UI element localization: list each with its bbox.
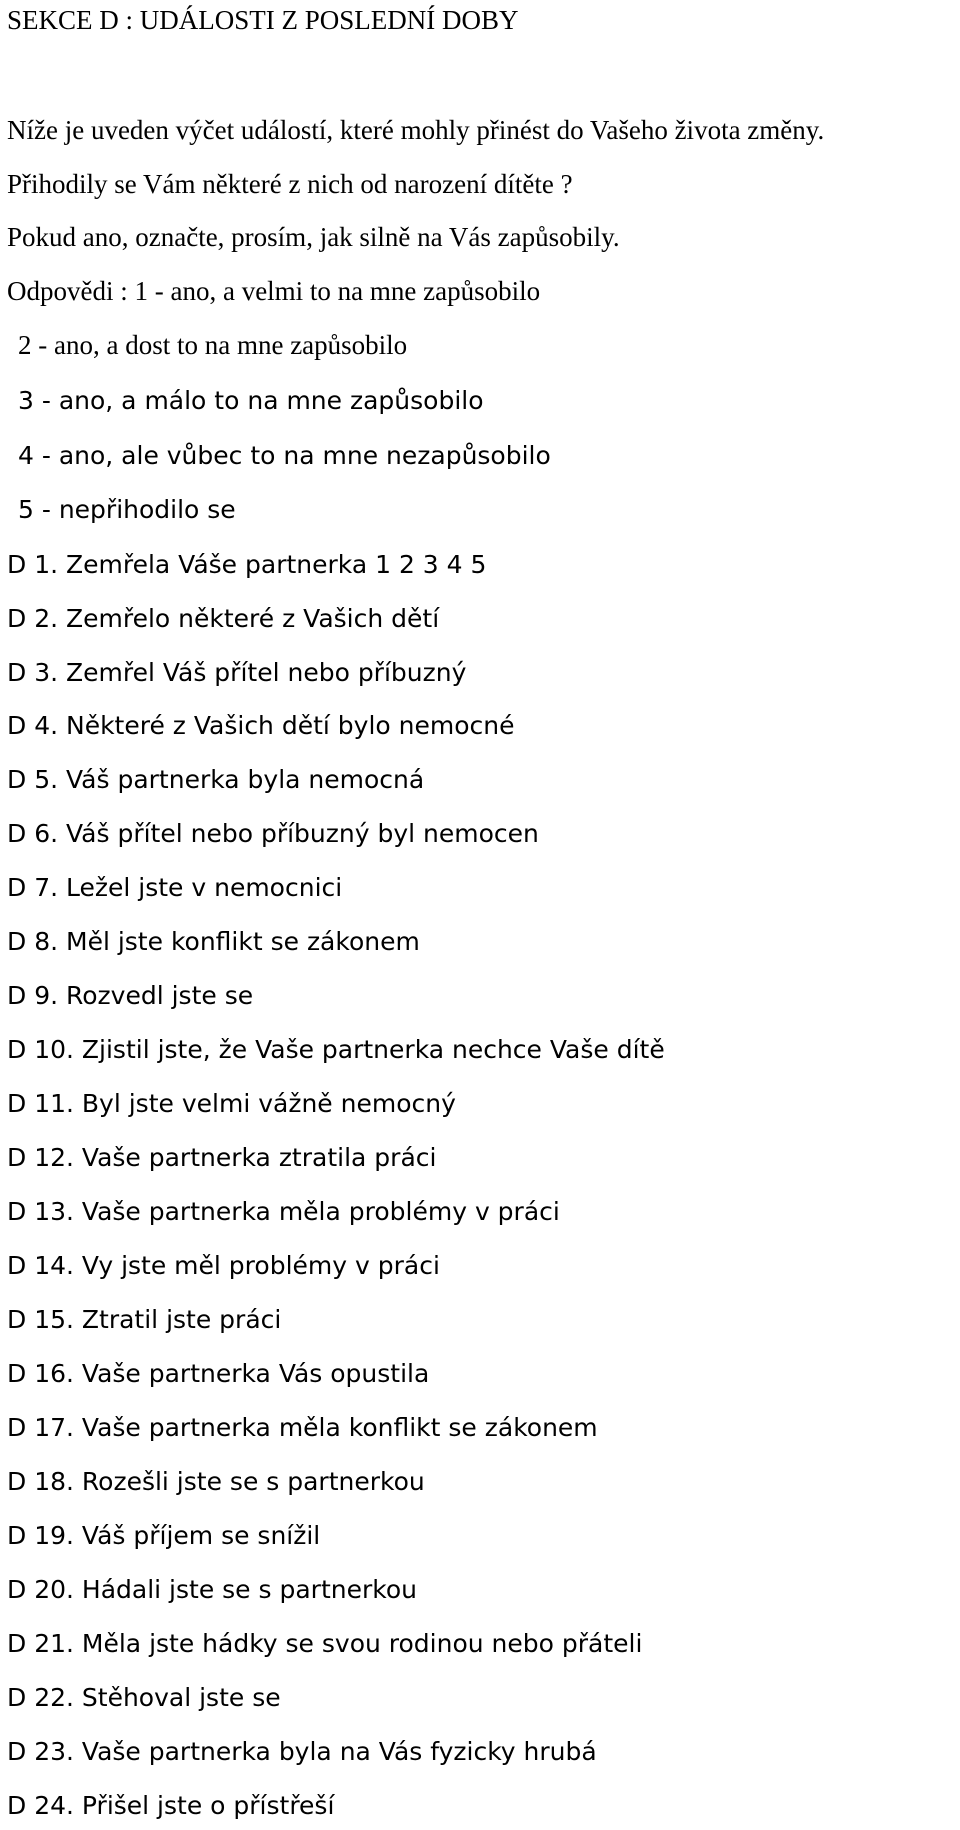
question-item: D 22. Stěhoval jste se <box>7 1683 281 1712</box>
question-item: D 11. Byl jste velmi vážně nemocný <box>7 1089 456 1118</box>
question-item: D 9. Rozvedl jste se <box>7 981 254 1010</box>
question-item: D 1. Zemřela Váše partnerka 1 2 3 4 5 <box>7 550 487 579</box>
question-item: D 3. Zemřel Váš přítel nebo příbuzný <box>7 658 467 687</box>
question-item: D 12. Vaše partnerka ztratila práci <box>7 1143 437 1172</box>
answer-scale-label: Odpovědi : 1 - ano, a velmi to na mne zapůsobilo <box>7 276 541 306</box>
question-item: D 7. Ležel jste v nemocnici <box>7 873 343 902</box>
intro-line-1: Níže je uveden výčet událostí, které mohly přinést do Vašeho života změny. <box>7 115 825 145</box>
answer-option-4: 4 - ano, ale vůbec to na mne nezapůsobilo <box>18 441 551 470</box>
question-item: D 4. Některé z Vašich dětí bylo nemocné <box>7 711 515 740</box>
intro-line-2: Přihodily se Vám některé z nich od narození dítěte ? <box>7 169 573 199</box>
answer-option-2: 2 - ano, a dost to na mne zapůsobilo <box>18 330 408 360</box>
question-item: D 24. Přišel jste o přístřeší <box>7 1791 335 1820</box>
question-item: D 6. Váš přítel nebo příbuzný byl nemocen <box>7 819 539 848</box>
answer-option-3: 3 - ano, a málo to na mne zapůsobilo <box>18 386 484 415</box>
question-item: D 16. Vaše partnerka Vás opustila <box>7 1359 430 1388</box>
question-item: D 13. Vaše partnerka měla problémy v práci <box>7 1197 560 1226</box>
question-item: D 2. Zemřelo některé z Vašich dětí <box>7 604 440 633</box>
question-item: D 10. Zjistil jste, že Vaše partnerka nechce Vaše dítě <box>7 1035 665 1064</box>
question-item: D 23. Vaše partnerka byla na Vás fyzicky hrubá <box>7 1737 597 1766</box>
question-item: D 18. Rozešli jste se s partnerkou <box>7 1467 425 1496</box>
question-item: D 14. Vy jste měl problémy v práci <box>7 1251 440 1280</box>
question-item: D 21. Měla jste hádky se svou rodinou nebo přáteli <box>7 1629 643 1658</box>
question-item: D 8. Měl jste konflikt se zákonem <box>7 927 420 956</box>
question-item: D 17. Vaše partnerka měla konflikt se zákonem <box>7 1413 598 1442</box>
intro-line-3: Pokud ano, označte, prosím, jak silně na Vás zapůsobily. <box>7 222 620 252</box>
section-title: SEKCE D : UDÁLOSTI Z POSLEDNÍ DOBY <box>7 5 519 35</box>
question-item: D 15. Ztratil jste práci <box>7 1305 282 1334</box>
question-item: D 20. Hádali jste se s partnerkou <box>7 1575 417 1604</box>
question-item: D 19. Váš příjem se snížil <box>7 1521 321 1550</box>
question-item: D 5. Váš partnerka byla nemocná <box>7 765 425 794</box>
answer-option-5: 5 - nepřihodilo se <box>18 495 236 524</box>
